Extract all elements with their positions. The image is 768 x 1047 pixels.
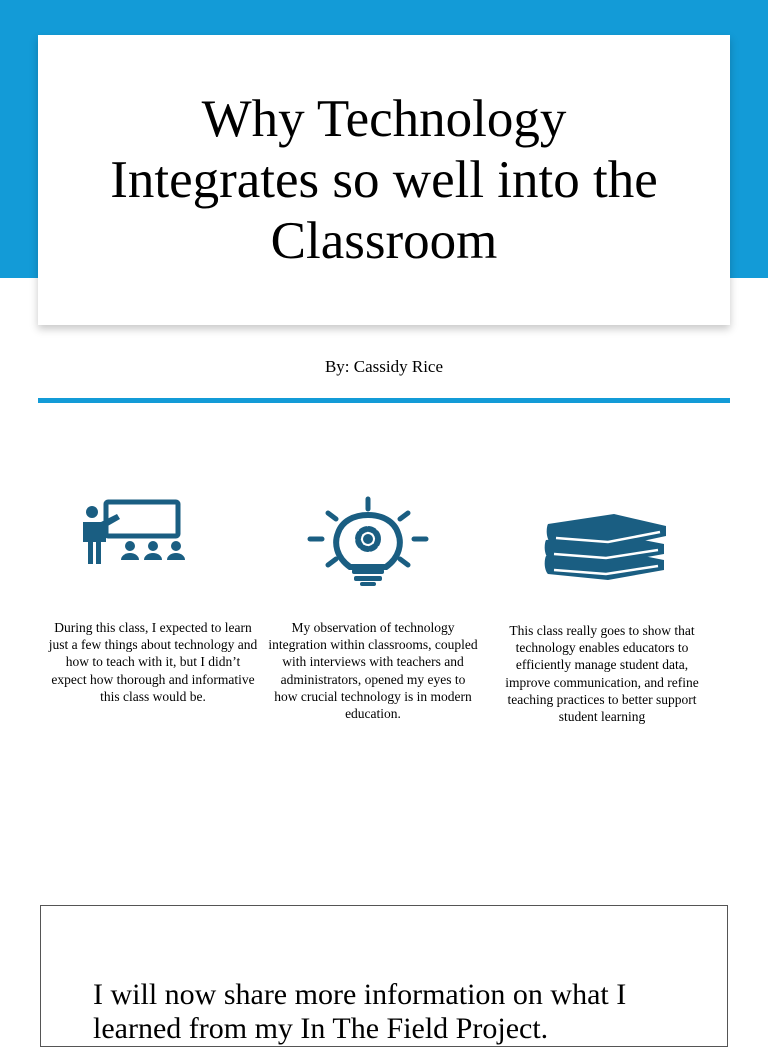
column-text-1: During this class, I expected to learn just a few things about technology and how to teach with it, but I didn’t expect how thorough and informative this class would be. xyxy=(48,620,258,704)
column-text-2: My observation of technology integration within classrooms, coupled with interviews with teachers and administrators, opened my eyes to how crucial technology is in modern education. xyxy=(268,620,478,722)
next-slide-card xyxy=(40,905,728,1047)
divider-rule xyxy=(38,398,730,403)
books-stack-icon xyxy=(542,510,670,582)
title-card xyxy=(38,35,730,325)
next-slide-text: I will now share more information on what I learned from my In The Field Project. xyxy=(93,978,627,1045)
author-byline: By: Cassidy Rice xyxy=(324,357,444,376)
column-text-3: This class really goes to show that technology enables educators to efficiently manage student data, improve communication, and refine teaching practices to better support student learning xyxy=(505,623,699,725)
lightbulb-gear-icon xyxy=(306,495,430,587)
page-title: Why Technology Integrates so well into the Classroom xyxy=(110,89,658,270)
teacher-presentation-icon xyxy=(80,498,192,566)
